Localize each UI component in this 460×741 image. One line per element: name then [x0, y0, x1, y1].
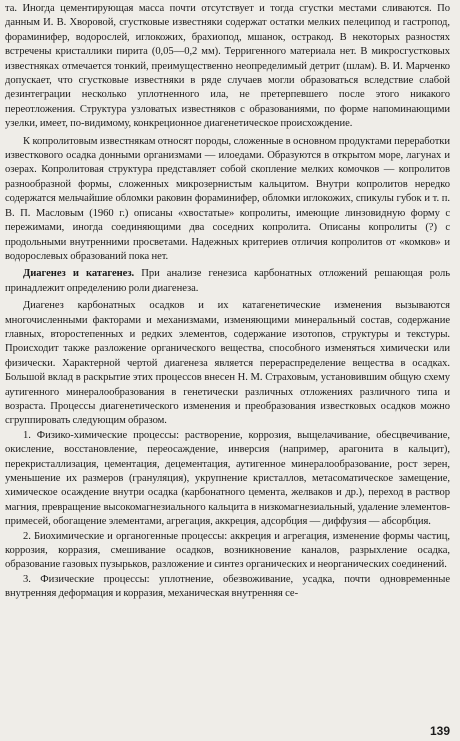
list-item-biochemical: 2. Биохимические и органогенные процессы: аккреция и агрегация, изменение формы частиц, коррозия, корразия, смешивание осадков, возникновение каналов, разрыхление осадка, образование газовых пузырьков, разложение и синтез органических и неорганических соединений.: [5, 530, 450, 571]
paragraph-coprolite-limestones: К копролитовым известнякам относят породы, сложенные в основном продуктами переработки известкового осадка донными организмами — илоедами. Образуются в открытом море, лагунах и озерах. Копролитовая структура представляет собой скопление мелких комочков — копролитов разнообразной формы, сложенных микрозернистым кальцитом. Внутри копролитов нередко содержатся мельчайшие обломки раковин фораминифер, обломки иглокожих, спикулы губок и т. п. В. П. Масловым (1960 г.) описаны «хвостатые» копролиты, имеющие линзовидную форму с пережимами, иногда соединяющими два соседних копролита. Описаны копролиты (?) с продольными внутренними просветами. Надежных критериев отличия копролитов от «комков» и водорослевых образований пока нет.: [5, 135, 450, 262]
paragraph-diagenesis-intro: [5, 267, 450, 296]
list-item-physical: 3. Физические процессы: уплотнение, обезвоживание, усадка, почти одновременные внутренняя деформация и корразия, механическая внутренняя се-: [5, 573, 450, 600]
page-number: 139: [429, 724, 450, 738]
section-heading: Диагенез и катагенез.: [23, 268, 135, 280]
section-intro-text: При анализе генезиса карбонатных отложений решающая роль принадлежит определению роли диагенеза.: [5, 268, 450, 294]
list-item-physico-chemical: 1. Физико-химические процессы: растворение, коррозия, выщелачивание, обесцвечивание, окисление, восстановление, переосаждение, инверсия (например, арагонита в кальцит), перекристаллизация, цементация, децементация, аутигенное минералообразование, рост зерен, уменьшение их размеров (грануляция), укрупнение кристаллов, метасоматическое замещение, химическое осаждение внутри осадка (карбонатного цемента, желваков и др.), переход в раствор магния, превращение высокомагнезиального кальцита в низкомагнезиальный, удаление элементов-примесей, обогащение элементами, агрегация, аккреция, адсорбция — диффузия — абсорбция.: [5, 429, 450, 528]
paragraph-diagenesis-factors: Диагенез карбонатных осадков и их катагенетические изменения вызываются многочисленными факторами и механизмами, изменяющими минеральный состав, содержание главных, второстепенных и редких элементов, содержание изотопов, структуры и текстуры. Происходит также разложение органического вещества, способного изменяться химически или физически. Характерной чертой диагенеза является перераспределение вещества в осадках. Большой вклад в раскрытие этих процессов внесен Н. М. Страховым, установившим общую схему аутигенного минералообразования в генетически различных отложениях различного типа и возраста. Процессы диагенетического изменения и преобразования известковых осадков можно сгруппировать следующим образом.: [5, 300, 450, 427]
paragraph-clotted-limestones: та. Иногда цементирующая масса почти отсутствует и тогда сгустки местами сливаются. По данным И. В. Хворовой, сгустковые известняки содержат остатки мелких пелеципод и гастропод, фораминифер, водорослей, иглокожих, брахиопод, мшанок, остракод. В некоторых разностях встречены кристаллики пирита (0,05—0,2 мм). Терригенного материала нет. В микросгустковых известняках отмечается тонкий, преимущественно неопределимый детрит (шлам). В. И. Марченко допускает, что сгустковые известняки в ряде случаев могли образоваться вследствие слабой дезинтеграции несколько уплотненного ила, не претерпевшего после этого никакого переотложения. Структура узловатых известняков с образованиями, по форме напоминающими узелки, имеет, по-видимому, конкреционное диагенетическое происхождение.: [5, 3, 450, 130]
